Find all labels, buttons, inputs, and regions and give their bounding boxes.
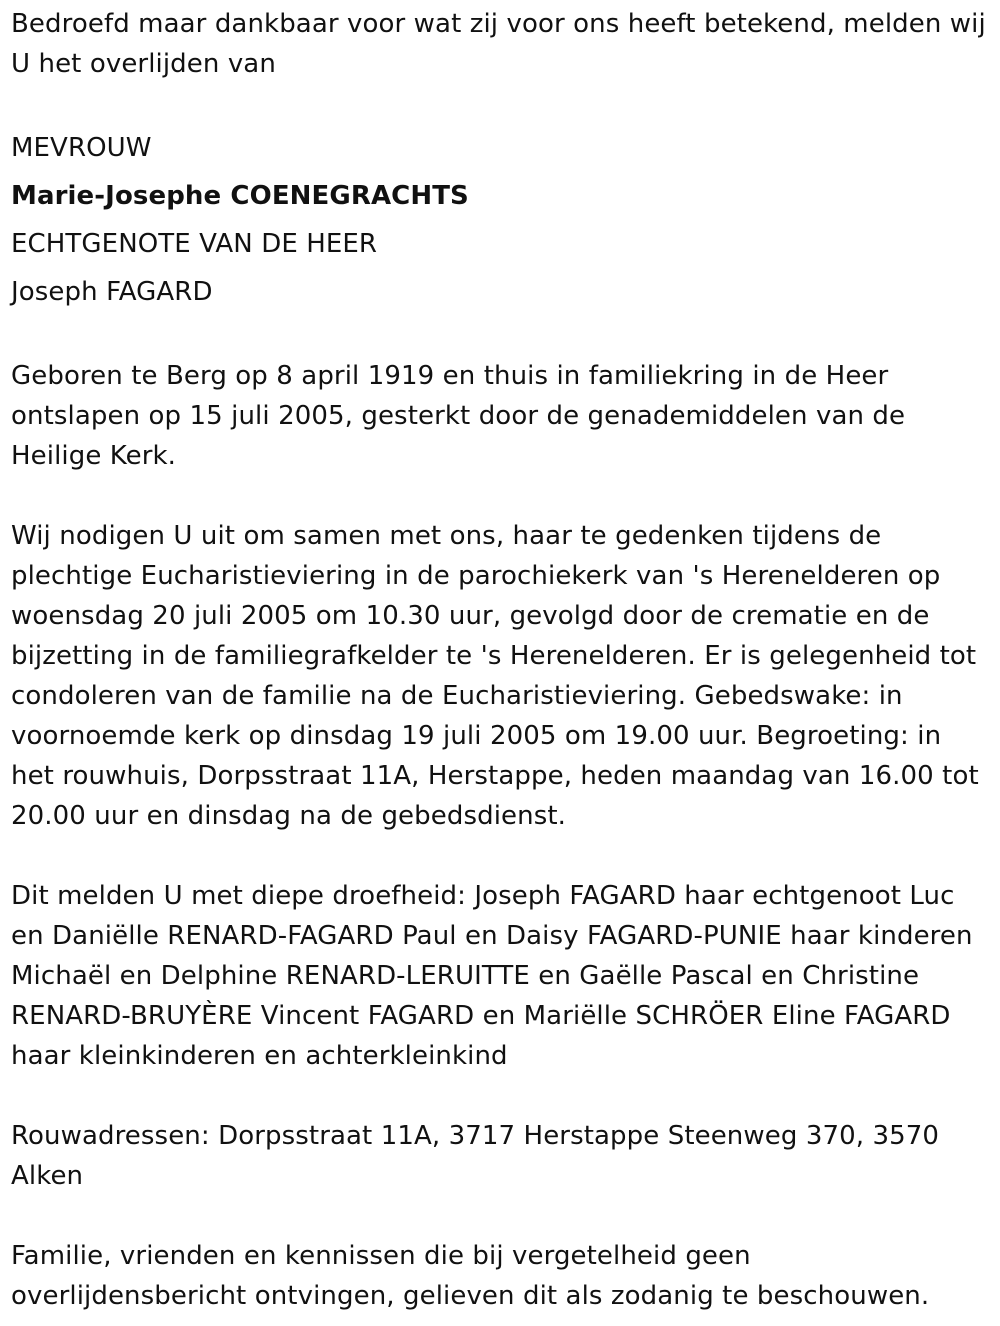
obituary-notice [11, 4, 991, 1316]
spacer [11, 1196, 991, 1236]
closing-paragraph: Familie, vrienden en kennissen die bij vergetelheid geen overlijdensbericht ontvingen, gelieven dit als zodanig te beschouwen. [11, 1241, 930, 1311]
spouse-name: Joseph FAGARD [11, 277, 213, 307]
addresses-paragraph: Rouwadressen: Dorpsstraat 11A, 3717 Herstappe Steenweg 370, 3570 Alken [11, 1121, 940, 1191]
birth-death-paragraph: Geboren te Berg op 8 april 1919 en thuis in familiekring in de Heer ontslapen op 15 juli 2005, gesterkt door de genademiddelen van de Heilige Kerk. [11, 361, 906, 471]
spacer [11, 84, 991, 124]
service-paragraph: Wij nodigen U uit om samen met ons, haar te gedenken tijdens de plechtige Eucharistieviering in de parochiekerk van 's Herenelderen op woensdag 20 juli 2005 om 10.30 uur, gevolgd door de crematie en de bijzetting in de familiegrafkelder te 's Herenelderen. Er is gelegenheid tot condoleren van de familie na de Eucharistieviering. Gebedswake: in voornoemde kerk op dinsdag 19 juli 2005 om 19.00 uur. Begroeting: in het rouwhuis, Dorpsstraat 11A, Herstappe, heden maandag van 16.00 tot 20.00 uur en dinsdag na de gebedsdienst. [11, 521, 979, 831]
honorific-title: MEVROUW [11, 133, 152, 163]
family-paragraph: Dit melden U met diepe droefheid: Joseph FAGARD haar echtgenoot Luc en Daniëlle RENARD-FAGARD Paul en Daisy FAGARD-PUNIE haar kinderen Michaël en Delphine RENARD-LERUITTE en Gaëlle Pascal en Christine RENARD-BRUYÈRE Vincent FAGARD en Mariëlle SCHRÖER Eline FAGARD haar kleinkinderen en achterkleinkind [11, 881, 973, 1071]
spacer [11, 1076, 991, 1116]
deceased-name: Marie-Josephe COENEGRACHTS [11, 181, 469, 211]
spacer [11, 836, 991, 876]
spacer [11, 476, 991, 516]
spacer [11, 316, 991, 356]
intro-paragraph: Bedroefd maar dankbaar voor wat zij voor ons heeft betekend, melden wij U het overlijden van [11, 9, 986, 79]
relation-label: ECHTGENOTE VAN DE HEER [11, 229, 378, 259]
